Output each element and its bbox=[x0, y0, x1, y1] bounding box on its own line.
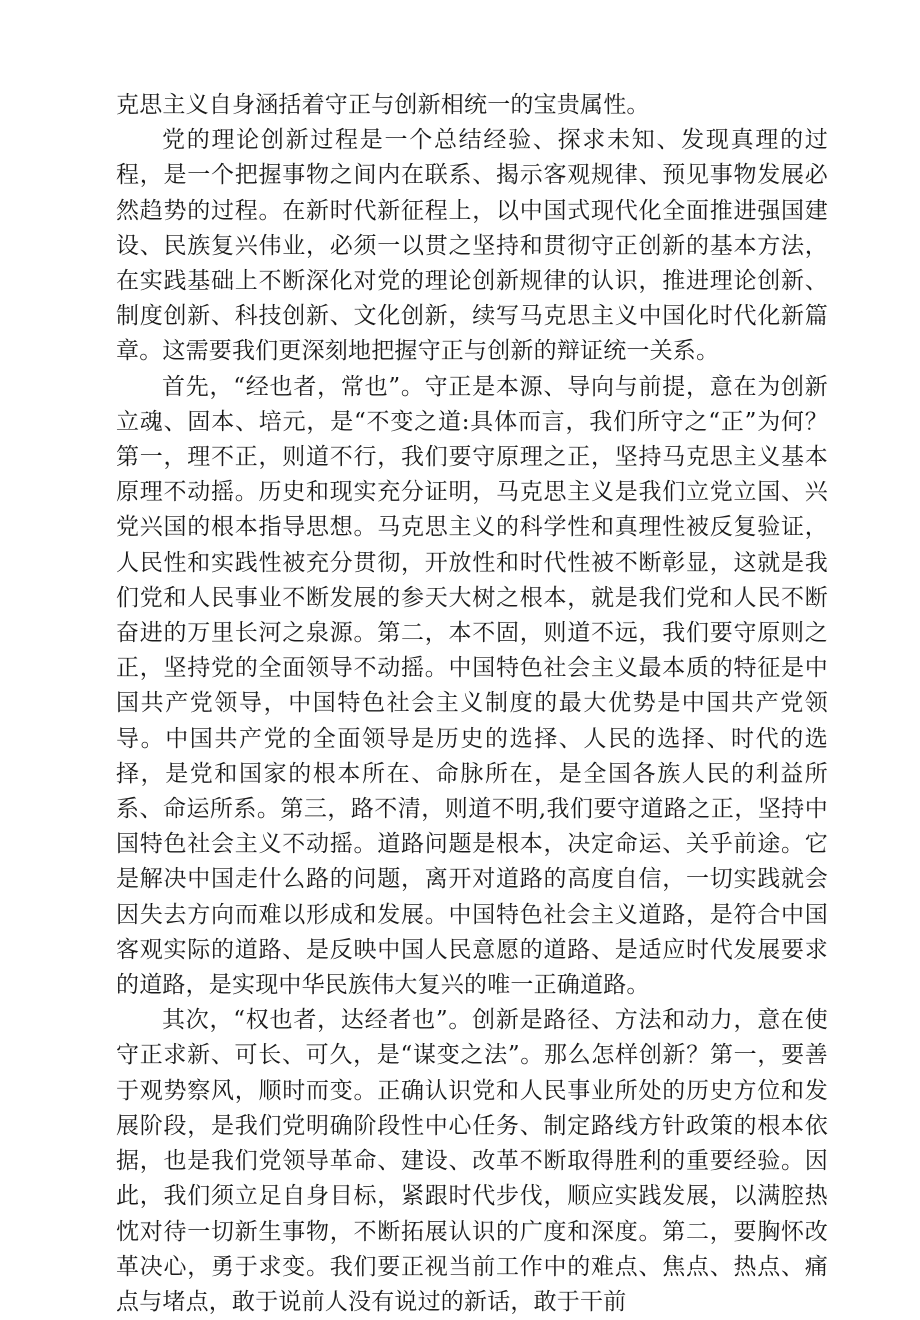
document-page bbox=[116, 88, 828, 1320]
paragraph-4: 其次，“权也者，达经者也”。创新是路径、方法和动力，意在使守正求新、可长、可久，是“谋变之法”。那么怎样创新？第一，要善于观势察风，顺时而变。正确认识党和人民事业所处的历史方位和发展阶段，是我们党明确阶段性中心任务、制定路线方针政策的根本依据，也是我们党领导革命、建设、改革不断取得胜利的重要经验。因此，我们须立足自身目标，紧跟时代步伐，顺应实践发展，以满腔热忱对待一切新生事物，不断拓展认识的广度和深度。第二，要胸怀改革决心，勇于求变。我们要正视当前工作中的难点、焦点、热点、痛点与堵点，敢于说前人没有说过的新话，敢于干前 bbox=[116, 1007, 828, 1315]
paragraph-1: 克思主义自身涵括着守正与创新相统一的宝贵属性。 bbox=[116, 92, 650, 118]
paragraph-3: 首先，“经也者，常也”。守正是本源、导向与前提，意在为创新立魂、固本、培元，是“不变之道:具体而言，我们所守之“正”为何？第一，理不正，则道不行，我们要守原理之正，坚持马克思主义基本原理不动摇。历史和现实充分证明，马克思主义是我们立党立国、兴党兴国的根本指导思想。马克思主义的科学性和真理性被反复验证，人民性和实践性被充分贯彻，开放性和时代性被不断彰显，这就是我们党和人民事业不断发展的参天大树之根本，就是我们党和人民不断奋进的万里长河之泉源。第二，本不固，则道不远，我们要守原则之正，坚持党的全面领导不动摇。中国特色社会主义最本质的特征是中国共产党领导，中国特色社会主义制度的最大优势是中国共产党领导。中国共产党的全面领导是历史的选择、人民的选择、时代的选择，是党和国家的根本所在、命脉所在，是全国各族人民的利益所系、命运所系。第三，路不清，则道不明,我们要守道路之正，坚持中国特色社会主义不动摇。道路问题是根本，决定命运、关乎前途。它是解决中国走什么路的问题，离开对道路的高度自信，一切实践就会因失去方向而难以形成和发展。中国特色社会主义道路，是符合中国客观实际的道路、是反映中国人民意愿的道路、是适应时代发展要求的道路，是实现中华民族伟大复兴的唯一正确道路。 bbox=[116, 373, 828, 999]
paragraph-2: 党的理论创新过程是一个总结经验、探求未知、发现真理的过程，是一个把握事物之间内在联系、揭示客观规律、预见事物发展必然趋势的过程。在新时代新征程上，以中国式现代化全面推进强国建设、民族复兴伟业，必须一以贯之坚持和贯彻守正创新的基本方法，在实践基础上不断深化对党的理论创新规律的认识，推进理论创新、制度创新、科技创新、文化创新，续写马克思主义中国化时代化新篇章。这需要我们更深刻地把握守正与创新的辩证统一关系。 bbox=[116, 127, 828, 365]
